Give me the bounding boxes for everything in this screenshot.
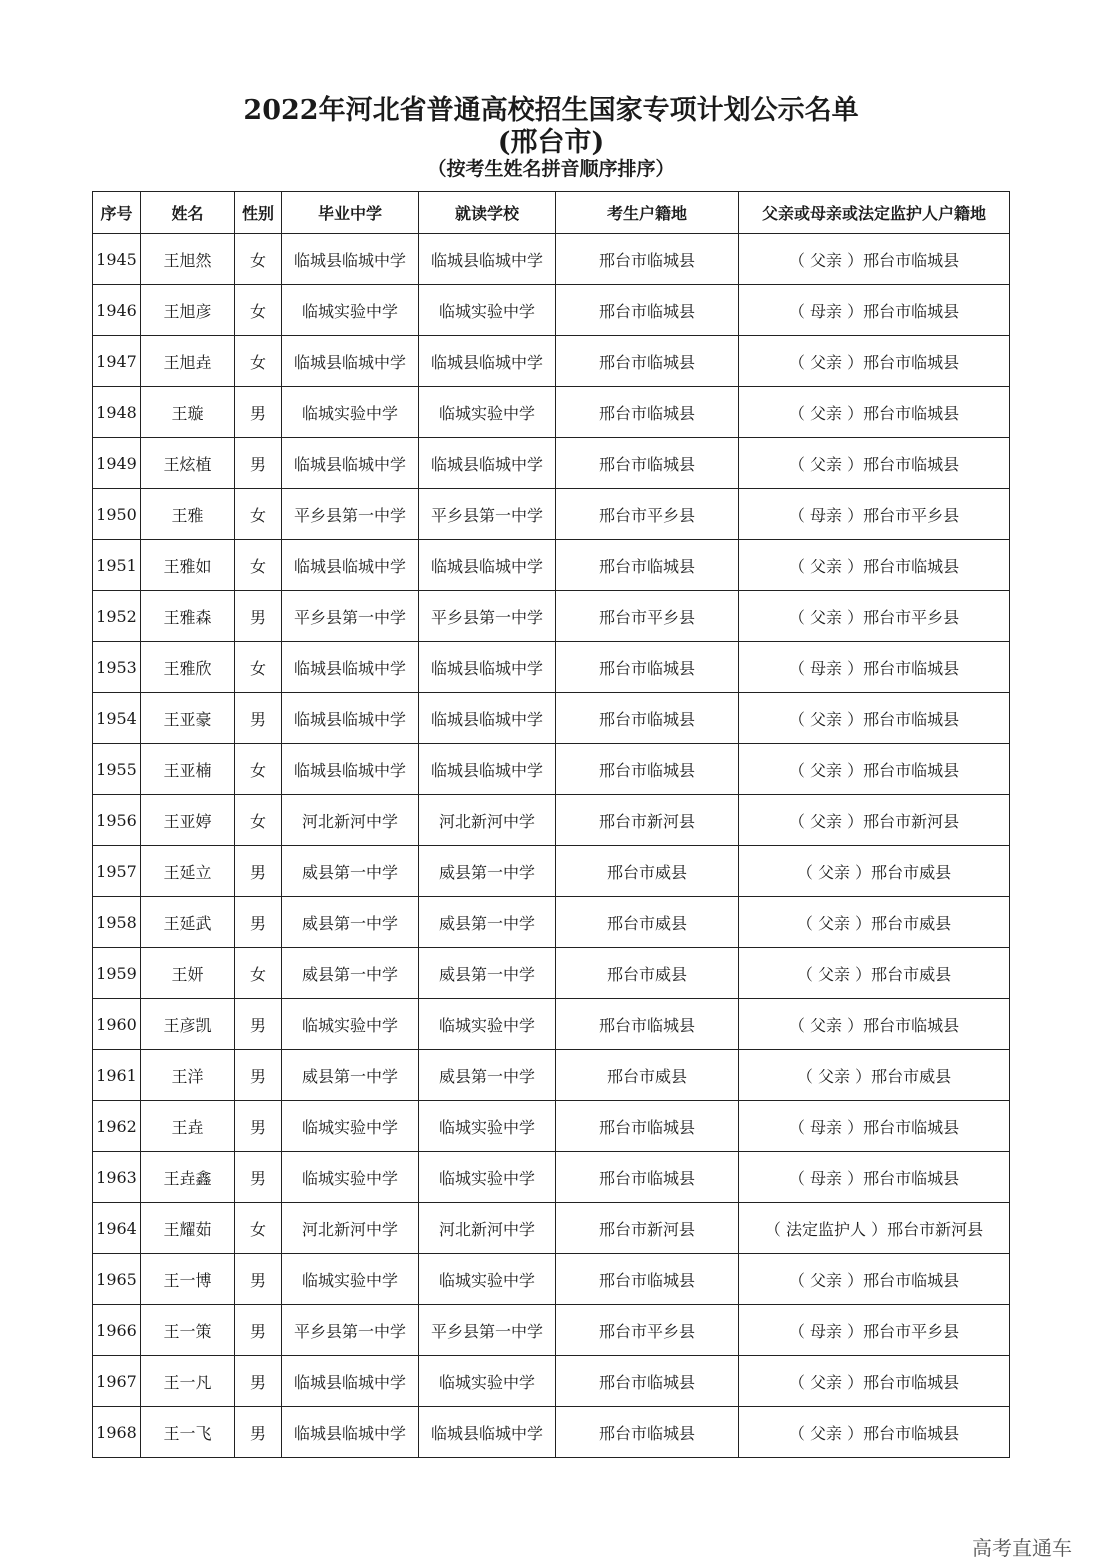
col-header-guardian: 父亲或母亲或法定监护人户籍地 xyxy=(739,192,1010,234)
cell-study-school: 河北新河中学 xyxy=(419,795,556,846)
cell-grad-school: 临城县临城中学 xyxy=(282,234,419,285)
cell-residence: 邢台市临城县 xyxy=(556,693,739,744)
cell-study-school: 临城实验中学 xyxy=(419,1254,556,1305)
table-row xyxy=(93,795,1010,846)
table-row xyxy=(93,1305,1010,1356)
cell-residence: 邢台市临城县 xyxy=(556,1254,739,1305)
table-row xyxy=(93,540,1010,591)
cell-gender: 女 xyxy=(235,948,282,999)
cell-no: 1953 xyxy=(93,642,141,693)
page-title: 2022年河北省普通高校招生国家专项计划公示名单 xyxy=(243,95,859,126)
cell-study-school: 平乡县第一中学 xyxy=(419,591,556,642)
cell-residence: 邢台市临城县 xyxy=(556,234,739,285)
cell-residence: 邢台市威县 xyxy=(556,1050,739,1101)
cell-guardian: （ 父亲 ）邢台市临城县 xyxy=(739,234,1010,285)
cell-grad-school: 威县第一中学 xyxy=(282,1050,419,1101)
cell-no: 1965 xyxy=(93,1254,141,1305)
cell-grad-school: 河北新河中学 xyxy=(282,795,419,846)
table-row xyxy=(93,693,1010,744)
cell-study-school: 临城实验中学 xyxy=(419,387,556,438)
cell-guardian: （ 父亲 ）邢台市威县 xyxy=(739,1050,1010,1101)
cell-study-school: 威县第一中学 xyxy=(419,1050,556,1101)
cell-residence: 邢台市临城县 xyxy=(556,1356,739,1407)
cell-study-school: 河北新河中学 xyxy=(419,1203,556,1254)
cell-guardian: （ 父亲 ）邢台市临城县 xyxy=(739,1407,1010,1458)
col-header-grad-school: 毕业中学 xyxy=(282,192,419,234)
cell-name: 王亚楠 xyxy=(141,744,235,795)
table-row xyxy=(93,285,1010,336)
col-header-gender: 性别 xyxy=(235,192,282,234)
cell-gender: 男 xyxy=(235,999,282,1050)
cell-grad-school: 临城实验中学 xyxy=(282,285,419,336)
col-header-no: 序号 xyxy=(93,192,141,234)
table-row xyxy=(93,1050,1010,1101)
cell-residence: 邢台市临城县 xyxy=(556,438,739,489)
table-row xyxy=(93,846,1010,897)
col-header-residence: 考生户籍地 xyxy=(556,192,739,234)
table-row xyxy=(93,489,1010,540)
table-header-row xyxy=(93,192,1010,234)
cell-gender: 男 xyxy=(235,1407,282,1458)
table-row xyxy=(93,999,1010,1050)
cell-gender: 男 xyxy=(235,591,282,642)
cell-name: 王旭彦 xyxy=(141,285,235,336)
cell-gender: 男 xyxy=(235,1305,282,1356)
cell-gender: 男 xyxy=(235,846,282,897)
table-row xyxy=(93,897,1010,948)
cell-name: 王延立 xyxy=(141,846,235,897)
cell-no: 1967 xyxy=(93,1356,141,1407)
cell-guardian: （ 母亲 ）邢台市平乡县 xyxy=(739,1305,1010,1356)
cell-gender: 女 xyxy=(235,336,282,387)
cell-no: 1950 xyxy=(93,489,141,540)
cell-no: 1961 xyxy=(93,1050,141,1101)
cell-gender: 男 xyxy=(235,1050,282,1101)
cell-grad-school: 临城实验中学 xyxy=(282,1152,419,1203)
cell-study-school: 临城县临城中学 xyxy=(419,1407,556,1458)
cell-no: 1952 xyxy=(93,591,141,642)
cell-study-school: 临城县临城中学 xyxy=(419,693,556,744)
cell-grad-school: 临城实验中学 xyxy=(282,1101,419,1152)
cell-residence: 邢台市临城县 xyxy=(556,999,739,1050)
cell-guardian: （ 父亲 ）邢台市平乡县 xyxy=(739,591,1010,642)
cell-no: 1960 xyxy=(93,999,141,1050)
cell-grad-school: 临城县临城中学 xyxy=(282,642,419,693)
cell-study-school: 临城实验中学 xyxy=(419,1356,556,1407)
cell-residence: 邢台市平乡县 xyxy=(556,489,739,540)
cell-residence: 邢台市威县 xyxy=(556,846,739,897)
table-row xyxy=(93,1203,1010,1254)
table-row xyxy=(93,591,1010,642)
cell-study-school: 临城县临城中学 xyxy=(419,642,556,693)
cell-residence: 邢台市威县 xyxy=(556,948,739,999)
cell-study-school: 威县第一中学 xyxy=(419,897,556,948)
cell-no: 1956 xyxy=(93,795,141,846)
cell-study-school: 临城县临城中学 xyxy=(419,438,556,489)
cell-name: 王亚豪 xyxy=(141,693,235,744)
table-row xyxy=(93,1407,1010,1458)
cell-study-school: 临城实验中学 xyxy=(419,1152,556,1203)
cell-residence: 邢台市新河县 xyxy=(556,795,739,846)
cell-study-school: 平乡县第一中学 xyxy=(419,489,556,540)
cell-no: 1948 xyxy=(93,387,141,438)
cell-guardian: （ 父亲 ）邢台市威县 xyxy=(739,846,1010,897)
cell-grad-school: 平乡县第一中学 xyxy=(282,591,419,642)
cell-gender: 男 xyxy=(235,438,282,489)
cell-name: 王延武 xyxy=(141,897,235,948)
cell-grad-school: 临城县临城中学 xyxy=(282,744,419,795)
cell-gender: 男 xyxy=(235,897,282,948)
cell-gender: 女 xyxy=(235,234,282,285)
cell-name: 王彦凯 xyxy=(141,999,235,1050)
table-body xyxy=(93,234,1010,1458)
cell-name: 王洋 xyxy=(141,1050,235,1101)
cell-guardian: （ 母亲 ）邢台市临城县 xyxy=(739,285,1010,336)
cell-no: 1966 xyxy=(93,1305,141,1356)
cell-residence: 邢台市平乡县 xyxy=(556,1305,739,1356)
cell-study-school: 威县第一中学 xyxy=(419,948,556,999)
cell-name: 王旭然 xyxy=(141,234,235,285)
cell-study-school: 威县第一中学 xyxy=(419,846,556,897)
cell-guardian: （ 父亲 ）邢台市临城县 xyxy=(739,1254,1010,1305)
cell-guardian: （ 父亲 ）邢台市临城县 xyxy=(739,999,1010,1050)
cell-guardian: （ 父亲 ）邢台市临城县 xyxy=(739,693,1010,744)
cell-name: 王炫植 xyxy=(141,438,235,489)
cell-guardian: （ 父亲 ）邢台市临城县 xyxy=(739,540,1010,591)
cell-residence: 邢台市临城县 xyxy=(556,540,739,591)
cell-study-school: 临城实验中学 xyxy=(419,1101,556,1152)
cell-name: 王一凡 xyxy=(141,1356,235,1407)
cell-grad-school: 临城实验中学 xyxy=(282,999,419,1050)
cell-gender: 男 xyxy=(235,693,282,744)
cell-guardian: （ 父亲 ）邢台市临城县 xyxy=(739,438,1010,489)
cell-guardian: （ 母亲 ）邢台市平乡县 xyxy=(739,489,1010,540)
watermark: 高考直通车 xyxy=(972,1536,1072,1560)
cell-guardian: （ 父亲 ）邢台市临城县 xyxy=(739,1356,1010,1407)
table-row xyxy=(93,234,1010,285)
cell-name: 王雅森 xyxy=(141,591,235,642)
cell-residence: 邢台市临城县 xyxy=(556,642,739,693)
cell-study-school: 临城县临城中学 xyxy=(419,540,556,591)
cell-gender: 男 xyxy=(235,1101,282,1152)
cell-residence: 邢台市临城县 xyxy=(556,285,739,336)
cell-residence: 邢台市威县 xyxy=(556,897,739,948)
cell-guardian: （ 父亲 ）邢台市威县 xyxy=(739,897,1010,948)
sort-note: （按考生姓名拼音顺序排序） xyxy=(427,158,675,180)
cell-no: 1962 xyxy=(93,1101,141,1152)
table-row xyxy=(93,1152,1010,1203)
cell-guardian: （ 父亲 ）邢台市临城县 xyxy=(739,387,1010,438)
cell-name: 王璇 xyxy=(141,387,235,438)
table-row xyxy=(93,387,1010,438)
cell-guardian: （ 父亲 ）邢台市新河县 xyxy=(739,795,1010,846)
cell-name: 王雅欣 xyxy=(141,642,235,693)
cell-study-school: 临城实验中学 xyxy=(419,285,556,336)
cell-guardian: （ 母亲 ）邢台市临城县 xyxy=(739,1101,1010,1152)
col-header-name: 姓名 xyxy=(141,192,235,234)
cell-grad-school: 临城实验中学 xyxy=(282,387,419,438)
cell-name: 王一飞 xyxy=(141,1407,235,1458)
cell-residence: 邢台市临城县 xyxy=(556,336,739,387)
table-row xyxy=(93,1101,1010,1152)
cell-gender: 女 xyxy=(235,285,282,336)
page-subtitle: (邢台市) xyxy=(497,127,605,158)
cell-grad-school: 临城实验中学 xyxy=(282,1254,419,1305)
cell-name: 王垚 xyxy=(141,1101,235,1152)
cell-no: 1955 xyxy=(93,744,141,795)
cell-name: 王一策 xyxy=(141,1305,235,1356)
cell-guardian: （ 母亲 ）邢台市临城县 xyxy=(739,642,1010,693)
cell-no: 1958 xyxy=(93,897,141,948)
cell-gender: 男 xyxy=(235,1254,282,1305)
cell-residence: 邢台市临城县 xyxy=(556,1152,739,1203)
cell-no: 1963 xyxy=(93,1152,141,1203)
table-row xyxy=(93,1356,1010,1407)
cell-residence: 邢台市新河县 xyxy=(556,1203,739,1254)
cell-gender: 女 xyxy=(235,795,282,846)
cell-grad-school: 临城县临城中学 xyxy=(282,540,419,591)
table-row xyxy=(93,438,1010,489)
cell-no: 1964 xyxy=(93,1203,141,1254)
cell-name: 王妍 xyxy=(141,948,235,999)
cell-grad-school: 平乡县第一中学 xyxy=(282,489,419,540)
cell-gender: 男 xyxy=(235,1356,282,1407)
cell-no: 1945 xyxy=(93,234,141,285)
cell-guardian: （ 父亲 ）邢台市威县 xyxy=(739,948,1010,999)
cell-grad-school: 临城县临城中学 xyxy=(282,693,419,744)
cell-gender: 女 xyxy=(235,489,282,540)
cell-residence: 邢台市临城县 xyxy=(556,744,739,795)
table-row xyxy=(93,336,1010,387)
cell-residence: 邢台市临城县 xyxy=(556,1407,739,1458)
cell-name: 王雅 xyxy=(141,489,235,540)
cell-name: 王垚鑫 xyxy=(141,1152,235,1203)
cell-gender: 女 xyxy=(235,540,282,591)
cell-gender: 女 xyxy=(235,744,282,795)
cell-no: 1954 xyxy=(93,693,141,744)
cell-study-school: 平乡县第一中学 xyxy=(419,1305,556,1356)
cell-gender: 男 xyxy=(235,387,282,438)
cell-guardian: （ 父亲 ）邢台市临城县 xyxy=(739,336,1010,387)
cell-grad-school: 临城县临城中学 xyxy=(282,438,419,489)
cell-study-school: 临城实验中学 xyxy=(419,999,556,1050)
table-row xyxy=(93,948,1010,999)
cell-study-school: 临城县临城中学 xyxy=(419,234,556,285)
cell-guardian: （ 母亲 ）邢台市临城县 xyxy=(739,1152,1010,1203)
cell-no: 1968 xyxy=(93,1407,141,1458)
cell-no: 1947 xyxy=(93,336,141,387)
cell-name: 王亚婷 xyxy=(141,795,235,846)
cell-grad-school: 威县第一中学 xyxy=(282,846,419,897)
cell-guardian: （ 父亲 ）邢台市临城县 xyxy=(739,744,1010,795)
cell-gender: 男 xyxy=(235,1152,282,1203)
cell-grad-school: 临城县临城中学 xyxy=(282,1356,419,1407)
cell-study-school: 临城县临城中学 xyxy=(419,744,556,795)
cell-grad-school: 临城县临城中学 xyxy=(282,336,419,387)
cell-residence: 邢台市临城县 xyxy=(556,1101,739,1152)
cell-name: 王耀茹 xyxy=(141,1203,235,1254)
col-header-study-school: 就读学校 xyxy=(419,192,556,234)
cell-name: 王旭垚 xyxy=(141,336,235,387)
roster-table xyxy=(92,191,1010,1458)
cell-no: 1959 xyxy=(93,948,141,999)
cell-gender: 女 xyxy=(235,642,282,693)
cell-grad-school: 河北新河中学 xyxy=(282,1203,419,1254)
cell-grad-school: 威县第一中学 xyxy=(282,948,419,999)
cell-grad-school: 临城县临城中学 xyxy=(282,1407,419,1458)
cell-guardian: （ 法定监护人 ）邢台市新河县 xyxy=(739,1203,1010,1254)
cell-residence: 邢台市平乡县 xyxy=(556,591,739,642)
table-row xyxy=(93,744,1010,795)
cell-residence: 邢台市临城县 xyxy=(556,387,739,438)
cell-no: 1949 xyxy=(93,438,141,489)
cell-name: 王雅如 xyxy=(141,540,235,591)
cell-gender: 女 xyxy=(235,1203,282,1254)
cell-study-school: 临城县临城中学 xyxy=(419,336,556,387)
cell-no: 1957 xyxy=(93,846,141,897)
cell-grad-school: 平乡县第一中学 xyxy=(282,1305,419,1356)
cell-grad-school: 威县第一中学 xyxy=(282,897,419,948)
cell-no: 1946 xyxy=(93,285,141,336)
cell-name: 王一博 xyxy=(141,1254,235,1305)
table-row xyxy=(93,1254,1010,1305)
cell-no: 1951 xyxy=(93,540,141,591)
table-row xyxy=(93,642,1010,693)
